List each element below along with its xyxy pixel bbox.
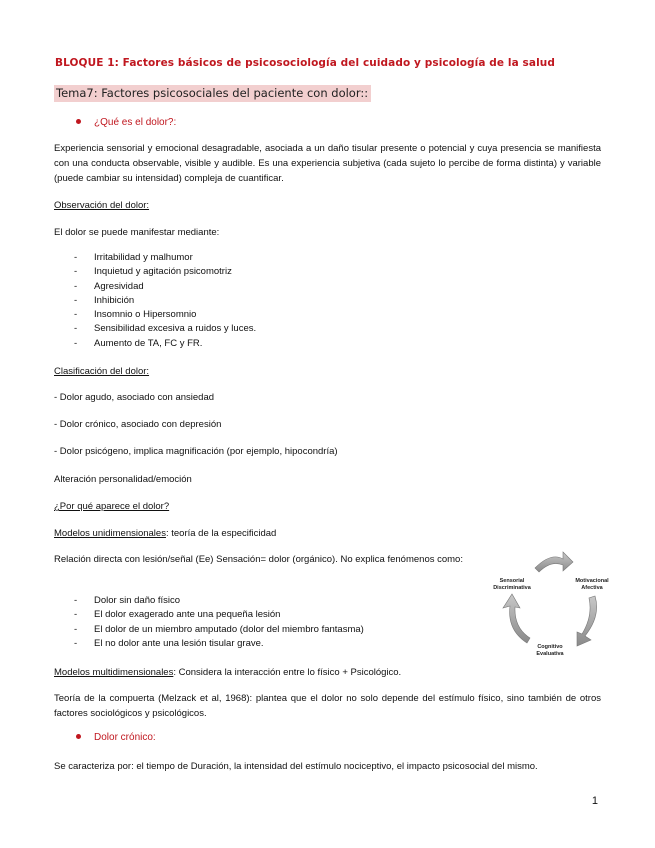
chronic-text: Dolor crónico: [94, 732, 156, 743]
unidimensional-line [54, 526, 276, 541]
chronic-paragraph: Se caracteriza por: el tiempo de Duración, la intensidad del estímulo nociceptivo, el impacto psicosocial del mismo. [54, 761, 538, 772]
list-item: - Inquietud y agitación psicomotriz [74, 265, 256, 279]
question-bullet [76, 117, 176, 128]
chronic-bullet [76, 732, 156, 743]
list-item: - Insomnio o Hipersomnio [74, 308, 256, 322]
arrow-right-icon [577, 596, 597, 646]
diagram-label-sensorial: Sensorial Discriminativa [493, 578, 531, 591]
list-item: - El no dolor ante una lesión tisular grave. [74, 637, 364, 651]
multidimensional-label: Modelos multidimensionales [54, 667, 174, 678]
definition-paragraph: Experiencia sensorial y emocional desagradable, asociada a un daño tisular presente o potencial y cuya presencia se manifiesta con una conducta observable, visible y audible. Es una experiencia subjetiva (cada sujeto lo percibe de forma distinta) y variable (puede cambiar su intensidad) compleja de cuantificar. [54, 143, 601, 184]
arrow-top-icon [535, 552, 573, 572]
observation-heading: Observación del dolor: [54, 200, 150, 211]
direct-relation-paragraph: Relación directa con lesión/señal (Ee) Sensación= dolor (orgánico). No explica fenómenos como: [54, 554, 463, 565]
observation-intro: El dolor se puede manifestar mediante: [54, 227, 220, 238]
multidimensional-text: : Considera la interacción entre lo físico + Psicológico. [173, 667, 402, 678]
block-title: BLOQUE 1: Factores básicos de psicosociología del cuidado y psicología de la salud [55, 57, 555, 69]
classification-item: - Dolor agudo, asociado con ansiedad [54, 392, 215, 403]
phenomena-list [74, 594, 364, 651]
page-number: 1 [591, 795, 598, 807]
why-heading: ¿Por qué aparece el dolor? [54, 501, 170, 512]
diagram-label-cognitivo: Cognitivo Evaluativa [536, 644, 564, 657]
gate-theory-paragraph: Teoría de la compuerta (Melzack et al, 1968): plantea que el dolor no solo depende del estímulo físico, sino también de otros factores sociológicos y psicológicos. [54, 693, 601, 719]
list-item: - Sensibilidad excesiva a ruidos y luces. [74, 322, 256, 336]
classification-item: - Dolor psicógeno, implica magnificación (por ejemplo, hipocondría) [54, 446, 338, 457]
multidimensional-line [54, 665, 401, 680]
arrow-left-icon [503, 594, 530, 643]
list-item: - Aumento de TA, FC y FR. [74, 337, 256, 351]
bullet-dot-icon [76, 119, 81, 124]
question-text: ¿Qué es el dolor?: [94, 117, 177, 128]
diagram-label-motivacional: Motivacional Afectiva [575, 578, 609, 591]
list-item: - El dolor exagerado ante una pequeña lesión [74, 608, 364, 622]
bullet-dot-icon [76, 734, 81, 739]
alteration-line: Alteración personalidad/emoción [54, 474, 192, 485]
list-item: - Inhibición [74, 294, 256, 308]
list-item: - Agresividad [74, 280, 256, 294]
list-item: - El dolor de un miembro amputado (dolor del miembro fantasma) [74, 623, 364, 637]
classification-heading: Clasificación del dolor: [54, 366, 150, 377]
pain-dimensions-diagram [485, 548, 617, 663]
unidimensional-text: : teoría de la especificidad [165, 528, 277, 539]
observation-list [74, 251, 256, 351]
list-item: - Irritabilidad y malhumor [74, 251, 256, 265]
list-item: - Dolor sin daño físico [74, 594, 364, 608]
classification-item: - Dolor crónico, asociado con depresión [54, 419, 222, 430]
topic-title: Tema7: Factores psicosociales del paciente con dolor:: [54, 85, 371, 102]
unidimensional-label: Modelos unidimensionales [54, 528, 166, 539]
